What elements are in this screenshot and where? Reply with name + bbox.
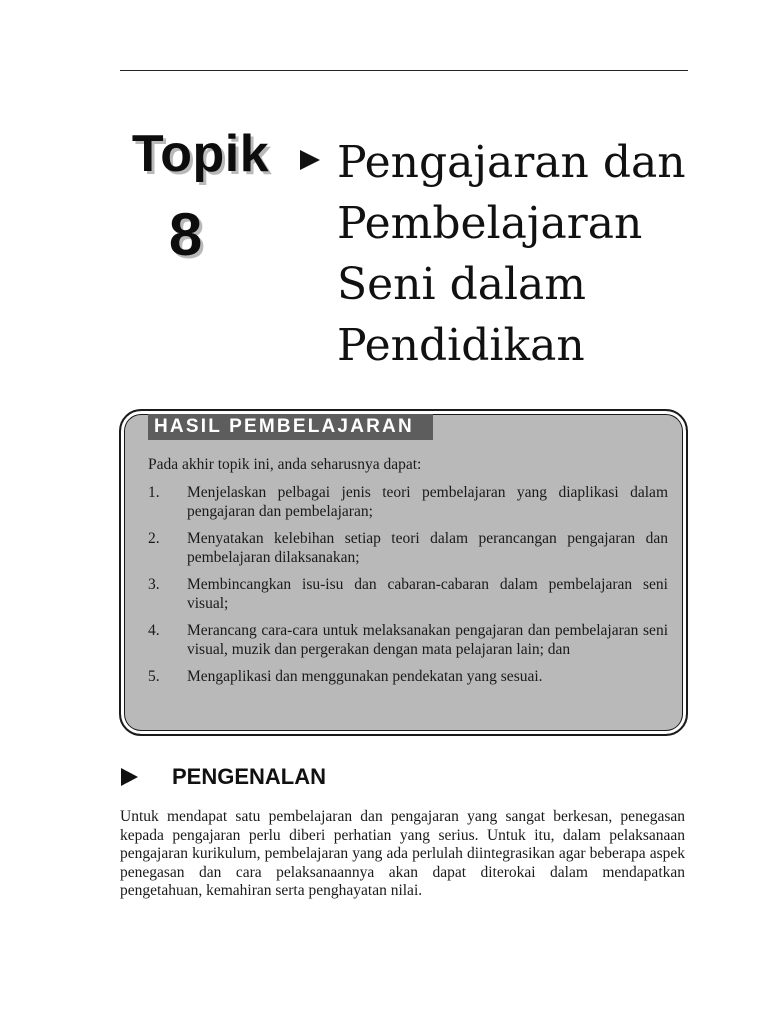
list-item <box>148 668 668 687</box>
learning-outcomes-list <box>148 484 668 696</box>
list-item-text: Menjelaskan pelbagai jenis teori pembelajaran yang diaplikasi dalam pengajaran dan pembelajaran; <box>187 484 668 520</box>
list-item-number: 3. <box>148 576 160 593</box>
list-item-text: Mengaplikasi dan menggunakan pendekatan yang sesuai. <box>187 668 543 685</box>
top-rule <box>120 70 688 71</box>
list-item <box>148 576 668 613</box>
list-item-number: 4. <box>148 622 160 639</box>
list-item-number: 1. <box>148 484 160 501</box>
section-arrow-icon <box>121 768 138 786</box>
intro-paragraph: Untuk mendapat satu pembelajaran dan pengajaran yang sangat berkesan, penegasan kepada pengajaran perlu diberi perhatian yang serius. Untuk itu, dalam pelaksanaan pengajaran kurikulum, pembelajaran yang ada perlulah diintegrasikan agar beberapa aspek penegasan dan cara pelaksanaannya akan dapat diterokai dalam mendapatkan pengetahuan, kemahiran serta penghayatan nilai. <box>120 808 685 899</box>
learning-outcomes-intro: Pada akhir topik ini, anda seharusnya dapat: <box>148 456 422 473</box>
topic-label: Topik <box>131 125 270 183</box>
topic-title: Pengajaran dan Pembelajaran Seni dalam Pendidikan <box>337 137 686 371</box>
list-item-number: 5. <box>148 668 160 685</box>
list-item <box>148 484 668 521</box>
list-item-number: 2. <box>148 530 160 547</box>
topic-number: 8 <box>168 201 203 268</box>
list-item-text: Merancang cara-cara untuk melaksanakan pengajaran dan pembelajaran seni visual, muzik dan pergerakan dengan mata pelajaran lain; dan <box>187 622 668 658</box>
title-arrow-icon <box>300 150 320 170</box>
list-item <box>148 530 668 567</box>
list-item-text: Membincangkan isu-isu dan cabaran-cabaran dalam pembelajaran seni visual; <box>187 576 668 612</box>
section-heading: PENGENALAN <box>172 764 327 789</box>
list-item <box>148 622 668 659</box>
list-item-text: Menyatakan kelebihan setiap teori dalam perancangan pengajaran dan pembelajaran dilaksanakan; <box>187 530 668 566</box>
learning-outcomes-header: HASIL PEMBELAJARAN <box>148 414 433 440</box>
